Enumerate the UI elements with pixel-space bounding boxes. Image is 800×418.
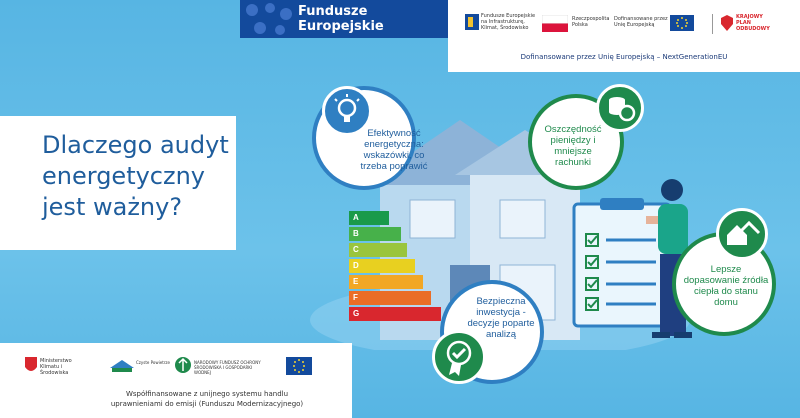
title-line-1: Dlaczego audyt [42,131,229,159]
footer-caption-line-2: uprawnieniami do emisji (Funduszu Modernizacyjnego) [110,400,304,408]
title-line-3: jest ważny? [42,193,183,221]
kpo-logo-icon [720,14,734,32]
eu-funds-bar [240,0,448,38]
energy-class-d: D [349,259,415,273]
nfosigw-logo-icon [174,356,192,374]
benefit-investment-text: Bezpieczna inwestycja - decyzje poparte analizą [467,296,535,340]
page-title [42,130,232,223]
header-caption: Dofinansowane przez Unię Europejską – NextGenerationEU [520,53,728,61]
energy-class-e: E [349,275,423,289]
footer-caption [72,389,342,409]
eu-funds-title: Fundusze Europejskie [298,4,384,34]
title-line-2: energetyczny [42,162,206,190]
energy-class-a: A [349,211,389,225]
poland-flag-icon [542,15,568,32]
benefit-savings-text: Oszczędność pieniędzy i mniejsze rachunki [544,124,602,168]
benefit-heating-text: Lepsze dopasowanie źródła ciepła do stanu domu [683,264,769,308]
energy-class-c: C [349,243,407,257]
footer-caption-line-1: Współfinansowane z unijnego systemu handlu [125,390,289,398]
partner-logos-header [448,0,800,72]
logo-ministry: Ministerstwo Klimatu i Środowiska [40,358,72,376]
ministry-emblem-icon [24,356,38,374]
eu-flag-footer-icon [286,357,312,375]
logo-kpo: KRAJOWY PLAN ODBUDOWY [736,14,770,32]
logo-program: Czyste Powietrze [136,360,170,365]
header-divider [712,14,713,34]
logo-nfosigw: NARODOWY FUNDUSZ OCHRONY ŚRODOWISKA I GOSPODARKI WODNEJ [194,360,261,375]
energy-class-g: G [349,307,441,321]
logo-fe-infrastruktura: Fundusze Europejskie na Infrastrukturę, Klimat, Środowisko [481,13,536,31]
energy-class-b: B [349,227,401,241]
eu-stars-icon [240,0,298,38]
czyste-powietrze-logo-icon [108,356,136,374]
fe-logo-icon [465,14,479,30]
houses-icon [716,208,768,260]
logo-rzeczpospolita: Rzeczpospolita Polska [572,16,610,28]
logo-dofinansowane-ue: Dofinansowane przez Unię Europejską [614,16,668,28]
benefit-efficiency-text: Efektywność energetyczna: wskazówki, co trzeba poprawić [360,128,428,172]
energy-class-f: F [349,291,431,305]
eu-flag-icon [670,15,694,31]
